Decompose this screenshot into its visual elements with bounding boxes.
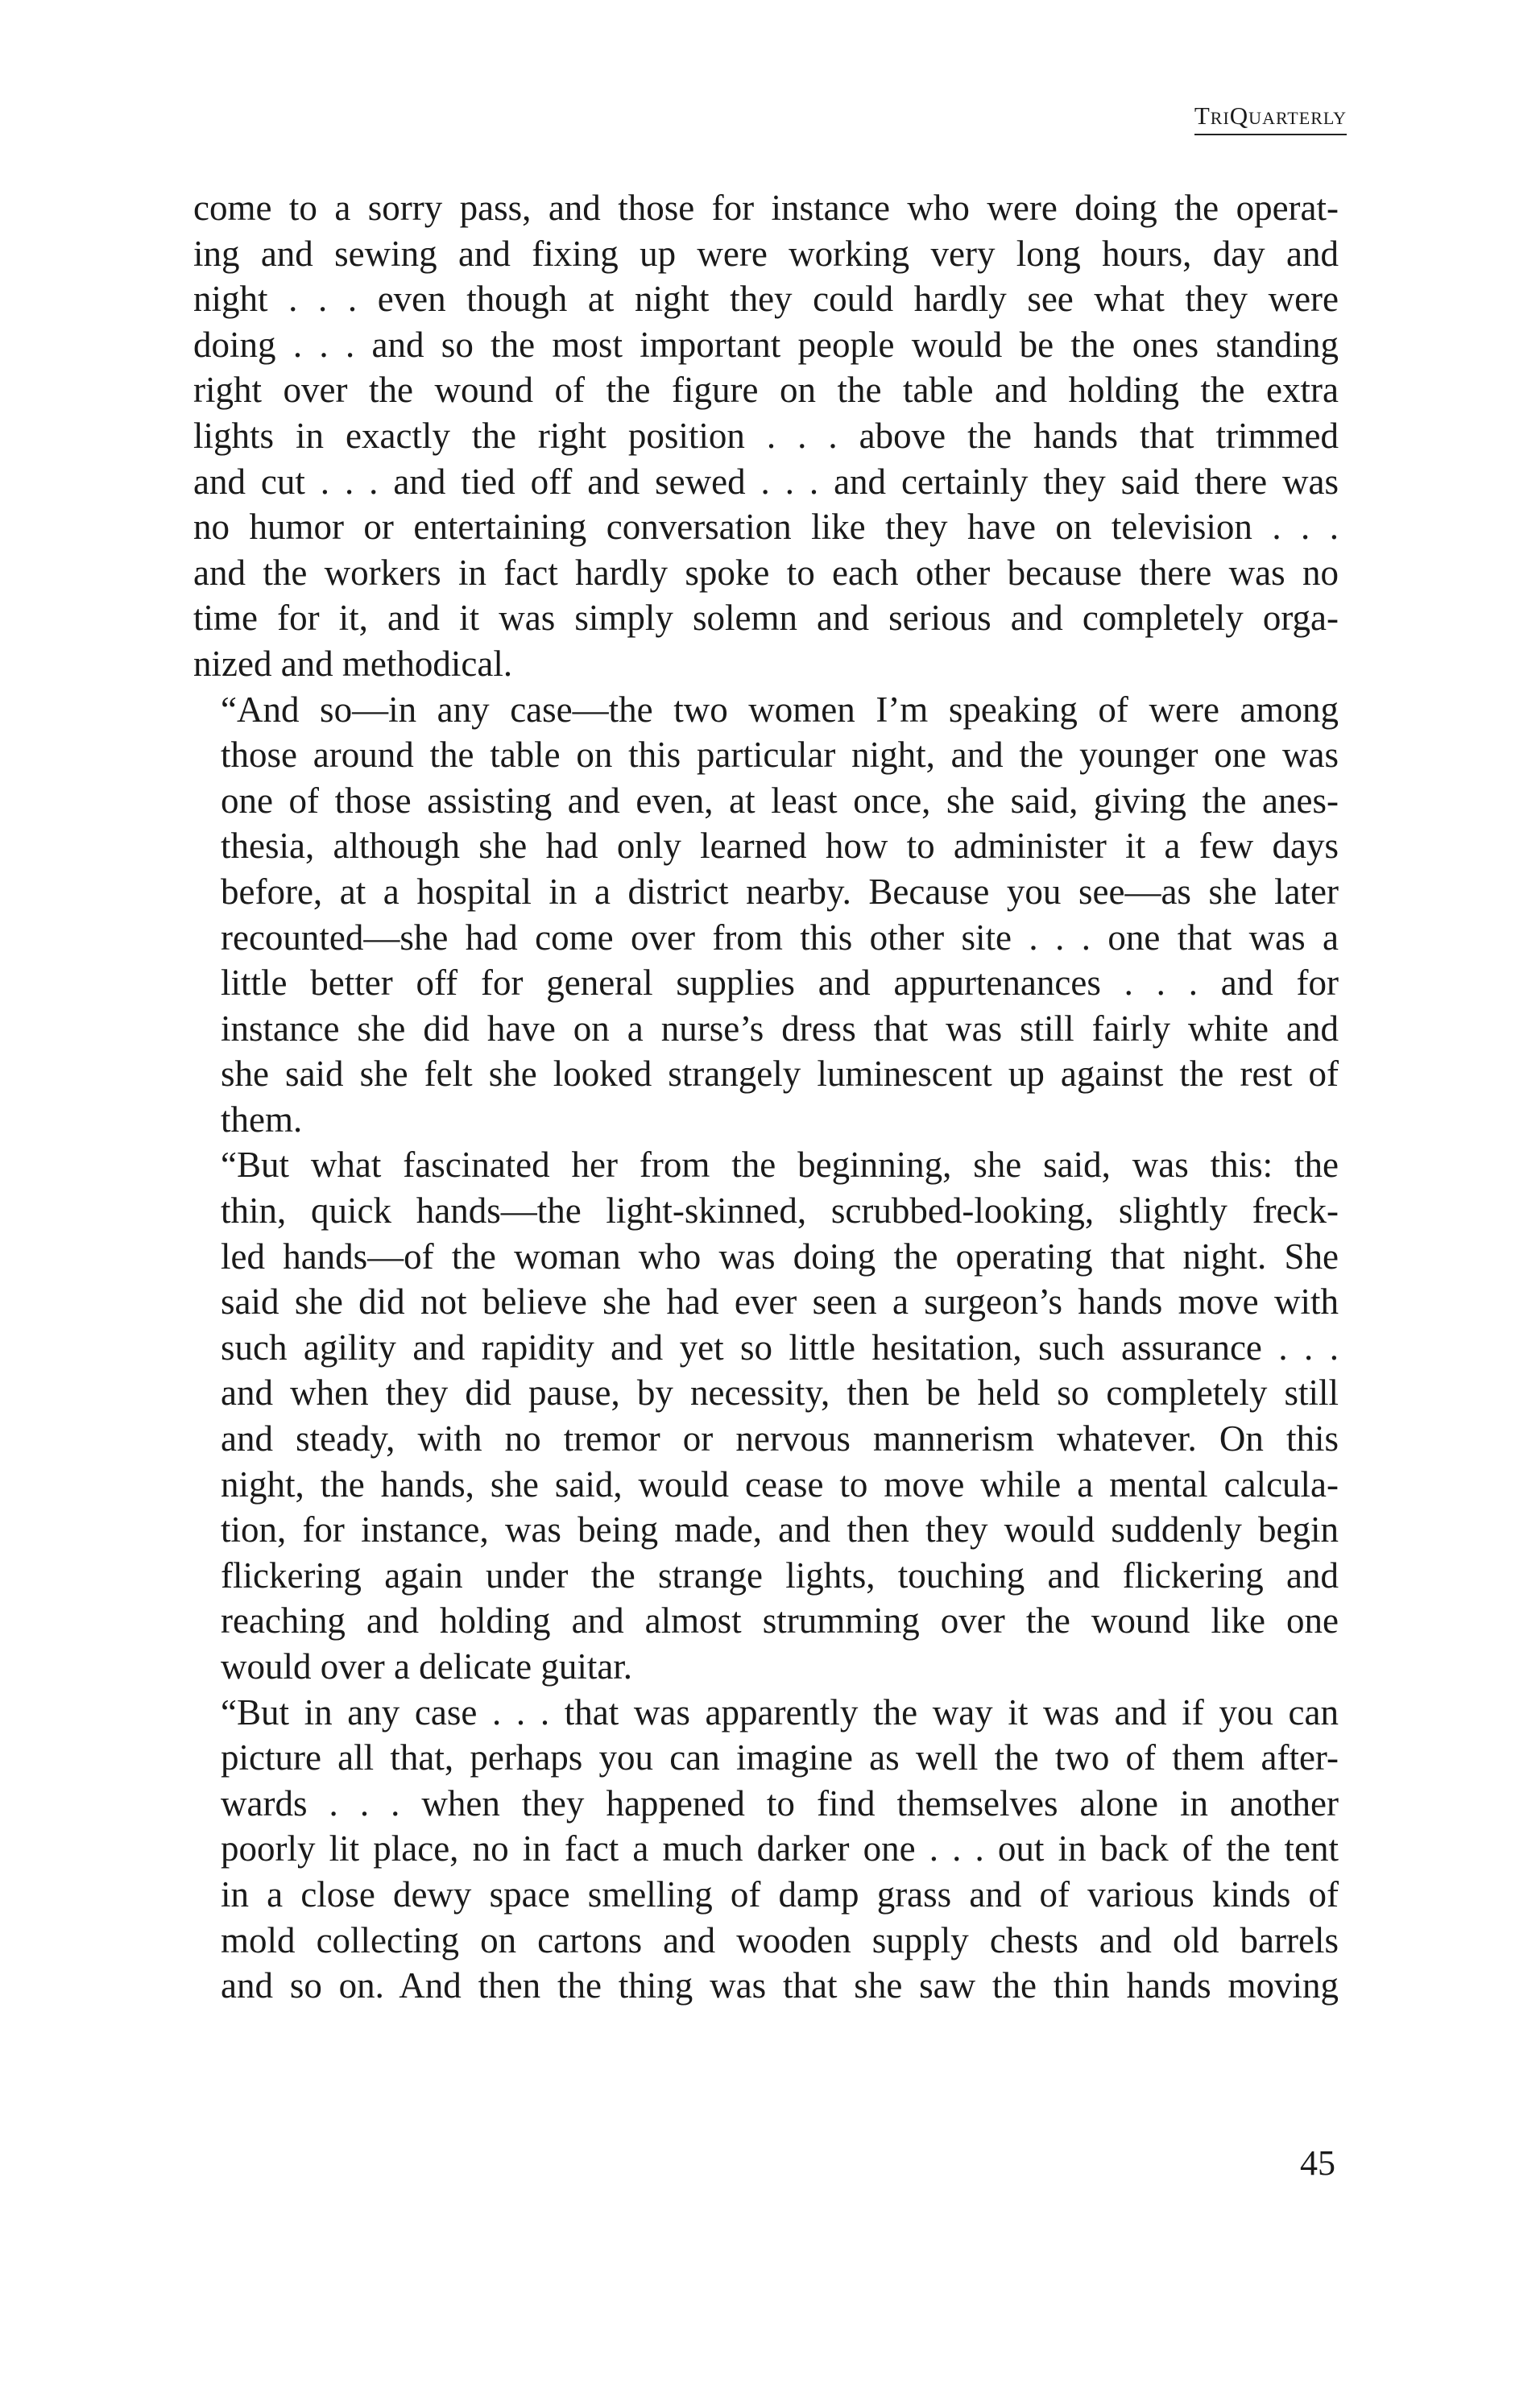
page-number: 45 — [1300, 2143, 1335, 2183]
text-line: and steady, with no tremor or nervous mannerism whatever. On this — [221, 1418, 1339, 1459]
paragraph-3 — [193, 1142, 1339, 1689]
text-line: mold collecting on cartons and wooden supply chests and old barrels — [221, 1919, 1339, 1960]
text-line: “But in any case . . . that was apparently the way it was and if you can — [221, 1691, 1339, 1733]
text-line: nized and methodical. — [193, 643, 513, 684]
text-line: led hands—of the woman who was doing the operating that night. She — [221, 1236, 1339, 1277]
text-line: before, at a hospital in a district nearby. Because you see—as she later — [221, 871, 1339, 912]
text-line: little better off for general supplies and appurtenances . . . and for — [221, 963, 1339, 1004]
text-line: right over the wound of the figure on the table and holding the extra — [193, 370, 1339, 411]
text-line: lights in exactly the right position . . . above the hands that trimmed — [193, 415, 1339, 456]
text-line: them. — [221, 1099, 303, 1140]
text-line: picture all that, perhaps you can imagine as well the two of them after- — [221, 1737, 1339, 1778]
text-line: poorly lit place, no in fact a much darker one . . . out in back of the tent — [221, 1828, 1339, 1869]
text-line: those around the table on this particular night, and the younger one was — [221, 735, 1339, 776]
text-line: doing . . . and so the most important people would be the ones standing — [193, 324, 1339, 365]
paragraph-2 — [193, 687, 1339, 1143]
text-line: come to a sorry pass, and those for instance who were doing the operat- — [193, 188, 1339, 228]
text-line: thesia, although she had only learned how to administer it a few days — [221, 826, 1339, 867]
running-head: TriQuarterly — [1194, 101, 1347, 135]
text-line: night . . . even though at night they could hardly see what they were — [193, 279, 1339, 320]
text-line: “But what fascinated her from the beginning, she said, was this: the — [221, 1145, 1339, 1186]
text-line: in a close dewy space smelling of damp grass and of various kinds of — [221, 1873, 1339, 1915]
text-line: time for it, and it was simply solemn and serious and completely orga- — [193, 598, 1339, 639]
text-line: “And so—in any case—the two women I’m speaking of were among — [221, 689, 1339, 730]
text-line: instance she did have on a nurse’s dress that was still fairly white and — [221, 1008, 1339, 1049]
text-line: one of those assisting and even, at least once, she said, giving the anes- — [221, 780, 1339, 821]
text-line: and the workers in fact hardly spoke to each other because there was no — [193, 552, 1339, 593]
text-line: and when they did pause, by necessity, then be held so completely still — [221, 1372, 1339, 1414]
paragraph-4 — [193, 1690, 1339, 2009]
text-line: thin, quick hands—the light-skinned, scrubbed-looking, slightly freck- — [221, 1190, 1339, 1232]
page-body — [193, 185, 1339, 2009]
text-line: and so on. And then the thing was that she saw the thin hands moving — [221, 1965, 1339, 2006]
text-line: would over a delicate guitar. — [221, 1646, 633, 1687]
text-line: recounted—she had come over from this other site . . . one that was a — [221, 917, 1339, 958]
text-line: flickering again under the strange lights, touching and flickering and — [221, 1555, 1339, 1596]
text-line: said she did not believe she had ever seen a surgeon’s hands move with — [221, 1281, 1339, 1323]
text-line: night, the hands, she said, would cease to move while a mental calcula- — [221, 1464, 1339, 1505]
text-line: ing and sewing and fixing up were working very long hours, day and — [193, 233, 1339, 274]
text-line: such agility and rapidity and yet so little hesitation, such assurance . . . — [221, 1327, 1339, 1368]
text-line: wards . . . when they happened to find themselves alone in another — [221, 1782, 1339, 1824]
text-line: reaching and holding and almost strumming over the wound like one — [221, 1600, 1339, 1642]
text-line: and cut . . . and tied off and sewed . . . and certainly they said there was — [193, 461, 1339, 502]
text-line: she said she felt she looked strangely luminescent up against the rest of — [221, 1054, 1339, 1095]
text-line: no humor or entertaining conversation like they have on television . . . — [193, 507, 1339, 548]
paragraph-1 — [193, 185, 1339, 687]
text-line: tion, for instance, was being made, and then they would suddenly begin — [221, 1509, 1339, 1550]
